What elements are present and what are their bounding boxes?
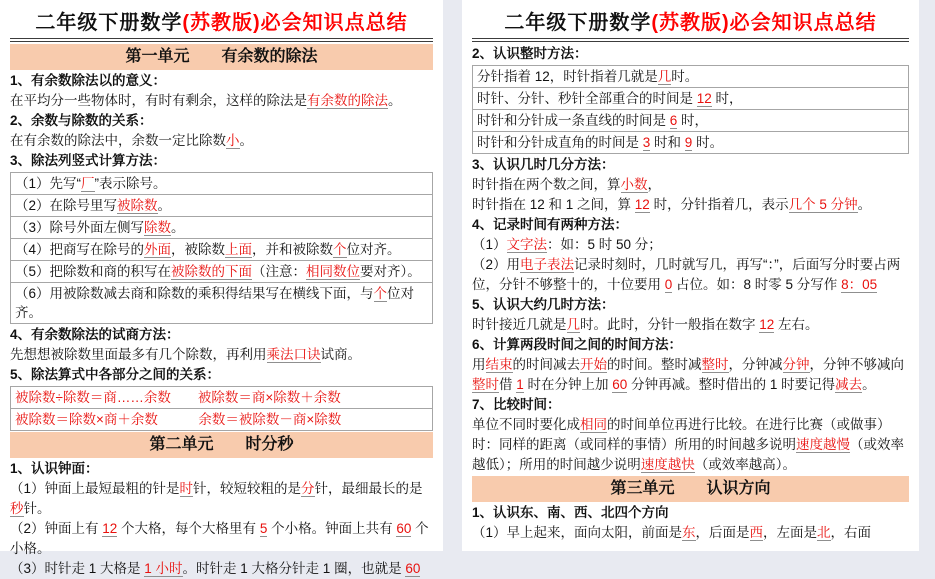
title-black-part: 二年级下册数学: [35, 12, 183, 34]
highlight-term: 电子表法: [520, 257, 575, 272]
paragraph: （2）用电子表法记录时刻时，几时就写几，再写“：”，后面写分时要占两位，分针不够整十的，十位要用 0 占位。如：8 时零 5 分写作 8：05: [472, 257, 901, 292]
topic-heading: 4、有余数除法的试商方法：: [10, 327, 180, 342]
highlight-term: 时: [179, 481, 194, 496]
paragraph: （1）早上起来，面向太阳，前面是东，后面是西，左面是北，右面: [472, 525, 872, 540]
paragraph: （1）文字法：如：5 时 50 分；: [472, 237, 662, 252]
table-row: [11, 283, 433, 324]
table-cell: （4）把商写在除号的外面，被除数上面，并和被除数个位对齐。: [11, 239, 433, 261]
paragraph: 时针接近几就是几时。此时，分针一般指在数字 12 左右。: [472, 317, 819, 332]
topic-heading: 1、认识东、南、西、北四个方向: [472, 505, 669, 520]
highlight-term: 几: [566, 317, 580, 332]
topic-heading: 3、认识几时几分方法：: [472, 157, 615, 172]
table-cell: （5）把除数和商的积写在被除数的下面（注意：相同数位要对齐）。: [11, 261, 433, 283]
table-cell: 时针和分针成一条直线的时间是 6 时，: [473, 110, 909, 132]
highlight-term: 60: [396, 521, 412, 536]
topic-heading: 6、计算两段时间之间的时间方法：: [472, 337, 683, 352]
highlight-term: 减去: [835, 377, 863, 392]
table-cell: （1）先写“厂”表示除号。: [11, 173, 433, 195]
page-title: [10, 11, 433, 42]
table-row: [11, 195, 433, 217]
highlight-term: 12: [634, 197, 650, 212]
highlight-term: 个: [333, 242, 347, 257]
highlight-term: 12: [102, 521, 118, 536]
table-cell: 分针指着 12，时针指着几就是几时。: [473, 66, 909, 88]
paragraph: 时针指在两个数之间，算小数，: [472, 177, 661, 192]
highlight-term: 速度越快: [640, 457, 695, 472]
page-right: [462, 0, 919, 551]
highlight-term: 5: [259, 521, 268, 536]
page-left: [0, 0, 443, 576]
highlight-term: 被除数＝除数×商＋余数 余数＝被除数－商×除数: [15, 412, 342, 427]
topic-heading: 7、比较时间：: [472, 397, 561, 412]
table-cell: （6）用被除数减去商和除数的乘积得结果写在横线下面，与个位对齐。: [11, 283, 433, 324]
highlight-term: 9: [684, 135, 693, 150]
highlight-term: 分: [301, 481, 315, 496]
title-red-part: (苏教版)必会知识点总结: [651, 12, 877, 34]
highlight-term: 3: [642, 135, 651, 150]
section-header: 第二单元 时分秒: [10, 432, 433, 458]
table-cell: （3）除号外面左侧写除数。: [11, 217, 433, 239]
table-row: [11, 387, 433, 409]
table-row: [473, 66, 909, 88]
highlight-term: 60: [612, 377, 628, 392]
paragraph: 时针指在 12 和 1 之间，算 12 时，分针指着几，表示几个 5 分钟。: [472, 197, 872, 212]
topic-heading: 5、除法算式中各部分之间的关系：: [10, 367, 221, 382]
highlight-term: 1: [516, 377, 524, 392]
rules-table: [10, 386, 433, 431]
section-header: 第三单元 认识方向: [472, 476, 909, 502]
title-black-part: 二年级下册数学: [504, 12, 652, 34]
highlight-term: 分钟: [782, 357, 810, 372]
highlight-term: 小数: [620, 177, 648, 192]
topic-heading: 1、有余数除法以的意义：: [10, 73, 167, 88]
highlight-term: 小: [226, 133, 240, 148]
table-cell: （2）在除号里写被除数。: [11, 195, 433, 217]
table-row: [473, 110, 909, 132]
paragraph: 单位不同时要化成相同的时间单位再进行比较。在进行比赛（或做事）时：同样的距离（或同样的事情）所用的时间越多说明速度越慢（或效率越低）；所用的时间越少说明速度越快（或效率越高）。: [472, 417, 904, 472]
table-cell: 时针、分针、秒针全部重合的时间是 12 时，: [473, 88, 909, 110]
highlight-term: 被除数的下面: [171, 264, 253, 279]
topic-heading: 5、认识大约几时方法：: [472, 297, 615, 312]
highlight-term: 整时: [701, 357, 729, 372]
rules-table: [10, 172, 433, 324]
highlight-term: 几: [657, 69, 672, 84]
highlight-term: 8：05: [841, 277, 878, 292]
highlight-term: 厂: [81, 176, 95, 191]
title-red-part: (苏教版)必会知识点总结: [182, 12, 408, 34]
paragraph: （1）钟面上最短最粗的针是时针，较短较粗的是分针，最细最长的是秒针。: [10, 481, 423, 516]
highlight-term: 西: [749, 525, 764, 540]
highlight-term: 1 小时: [144, 561, 183, 576]
highlight-term: 有余数的除法: [307, 93, 388, 108]
highlight-term: 外面: [144, 242, 172, 257]
highlight-term: 整时: [472, 377, 499, 392]
highlight-term: 结束: [485, 357, 513, 372]
table-row: [473, 132, 909, 154]
highlight-term: 除数: [144, 220, 172, 235]
highlight-term: 6: [669, 113, 678, 128]
highlight-term: 相同数位: [306, 264, 361, 279]
paragraph: 在平均分一些物体时，有时有剩余，这样的除法是有余数的除法。: [10, 93, 402, 108]
table-cell: [11, 387, 433, 409]
topic-heading: 2、认识整时方法：: [472, 46, 588, 61]
topic-heading: 3、除法列竖式计算方法：: [10, 153, 167, 168]
highlight-term: 被除数÷除数＝商……余数 被除数＝商×除数＋余数: [15, 390, 341, 405]
page-title: [472, 11, 909, 42]
highlight-term: 乘法口诀: [266, 347, 321, 362]
paragraph: （2）钟面上有 12 个大格，每个大格里有 5 个小格。钟面上共有 60 个小格。: [10, 521, 429, 556]
table-row: [11, 239, 433, 261]
table-row: [11, 261, 433, 283]
highlight-term: 北: [817, 525, 831, 540]
topic-heading: 4、记录时间有两种方法：: [472, 217, 629, 232]
section-header: 第一单元 有余数的除法: [10, 44, 433, 70]
table-cell: [11, 409, 433, 431]
topic-heading: 2、余数与除数的关系：: [10, 113, 153, 128]
left-page-content: [10, 44, 433, 579]
highlight-term: 文字法: [506, 237, 548, 252]
highlight-term: 0: [664, 277, 673, 292]
highlight-term: 几个 5 分钟: [788, 197, 858, 212]
highlight-term: 个: [373, 286, 388, 301]
paragraph: 用结束的时间减去开始的时间。整时减整时，分钟减分钟，分钟不够减向整时借 1 时在分钟上加 60 分钟再减。整时借出的 1 时要记得减去。: [472, 357, 904, 392]
topic-heading: 1、认识钟面：: [10, 461, 99, 476]
table-row: [11, 173, 433, 195]
highlight-term: 相同: [580, 417, 607, 432]
table-row: [11, 217, 433, 239]
highlight-term: 速度越慢: [796, 437, 850, 452]
highlight-term: 12: [696, 91, 712, 106]
paragraph: 先想想被除数里面最多有几个除数，再利用乘法口诀试商。: [10, 347, 361, 362]
table-row: [473, 88, 909, 110]
highlight-term: 东: [682, 525, 696, 540]
highlight-term: 12: [759, 317, 775, 332]
highlight-term: 秒: [10, 501, 24, 516]
rules-table: [472, 65, 909, 154]
highlight-term: 上面: [225, 242, 253, 257]
paragraph: （3）时针走 1 大格是 1 小时。时针走 1 大格分针走 1 圈，也就是 60: [10, 561, 421, 576]
paragraph: 在有余数的除法中，余数一定比除数小。: [10, 133, 253, 148]
highlight-term: 60: [405, 561, 421, 576]
highlight-term: 开始: [580, 357, 607, 372]
table-cell: 时针和分针成直角的时间是 3 时和 9 时。: [473, 132, 909, 154]
table-row: [11, 409, 433, 431]
right-page-content: [472, 44, 909, 543]
highlight-term: 被除数: [117, 198, 158, 213]
